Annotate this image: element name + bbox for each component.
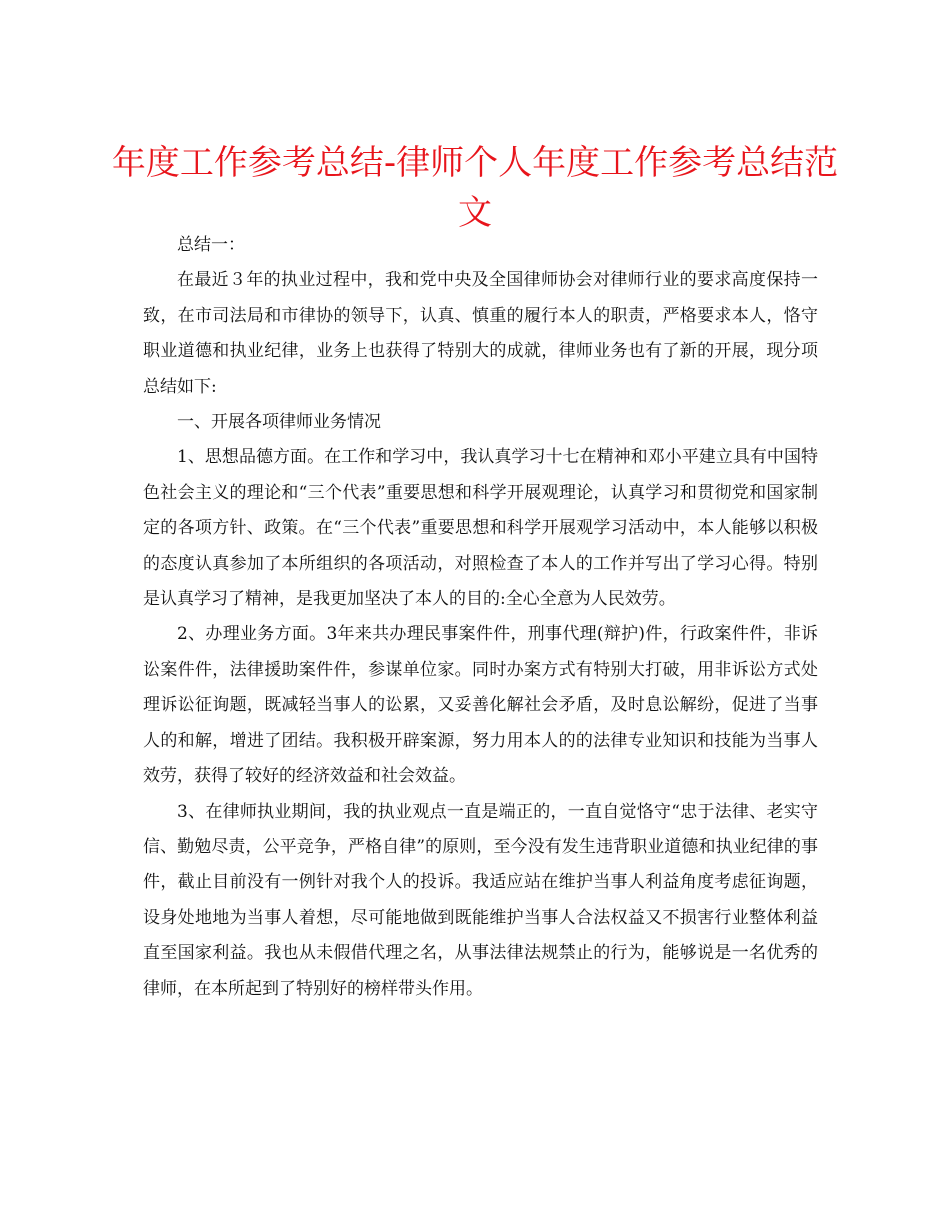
paragraph-ideology: 1、思想品德方面。在工作和学习中，我认真学习十七在精神和邓小平建立具有中国特色社会主义的理论和“三个代表”重要思想和科学开展观理论，认真学习和贯彻党和国家制定的各项方针、政策。在“三个代表”重要思想和科学开展观学习活动中，本人能够以积极的态度认真参加了本所组织的各项活动，对照检查了本人的工作并写出了学习心得。特别是认真学习了精神，是我更加坚决了本人的目的:全心全意为人民效劳。 — [143, 447, 818, 610]
document-title: 年度工作参考总结-律师个人年度工作参考总结范文 — [111, 143, 839, 233]
section-heading: 一、开展各项律师业务情况 — [177, 412, 381, 433]
paragraph-business: 2、办理业务方面。3年来共办理民事案件件，刑事代理(辩护)件，行政案件件，非诉讼案件件，法律援助案件件，参谋单位家。同时办案方式有特别大打破，用非诉讼方式处理诉讼征询题，既减轻当事人的讼累，又妥善化解社会矛盾，及时息讼解纷，促进了当事人的和解，增进了团结。我积极开辟案源，努力用本人的的法律专业知识和技能为当事人效劳，获得了较好的经济效益和社会效益。 — [143, 624, 818, 787]
section-label: 总结一： — [177, 235, 245, 255]
paragraph-intro: 在最近３年的执业过程中，我和党中央及全国律师协会对律师行业的要求高度保持一致，在市司法局和市律协的领导下，认真、慎重的履行本人的职责，严格要求本人，恪守职业道德和执业纪律，业务上也获得了特别大的成就，律师业务也有了新的开展，现分项总结如下: — [143, 270, 818, 397]
document-body — [143, 228, 818, 1007]
paragraph-ethics: 3、在律师执业期间，我的执业观点一直是端正的，一直自觉恪守“忠于法律、老实守信、勤勉尽责，公平竞争，严格自律”的原则，至今没有发生违背职业道德和执业纪律的事件，截止目前没有一例针对我个人的投诉。我适应站在维护当事人利益角度考虑征询题，设身处地地为当事人着想，尽可能地做到既能维护当事人合法权益又不损害行业整体利益直至国家利益。我也从未假借代理之名，从事法律法规禁止的行为，能够说是一名优秀的律师，在本所起到了特别好的榜样带头作用。 — [143, 801, 818, 999]
